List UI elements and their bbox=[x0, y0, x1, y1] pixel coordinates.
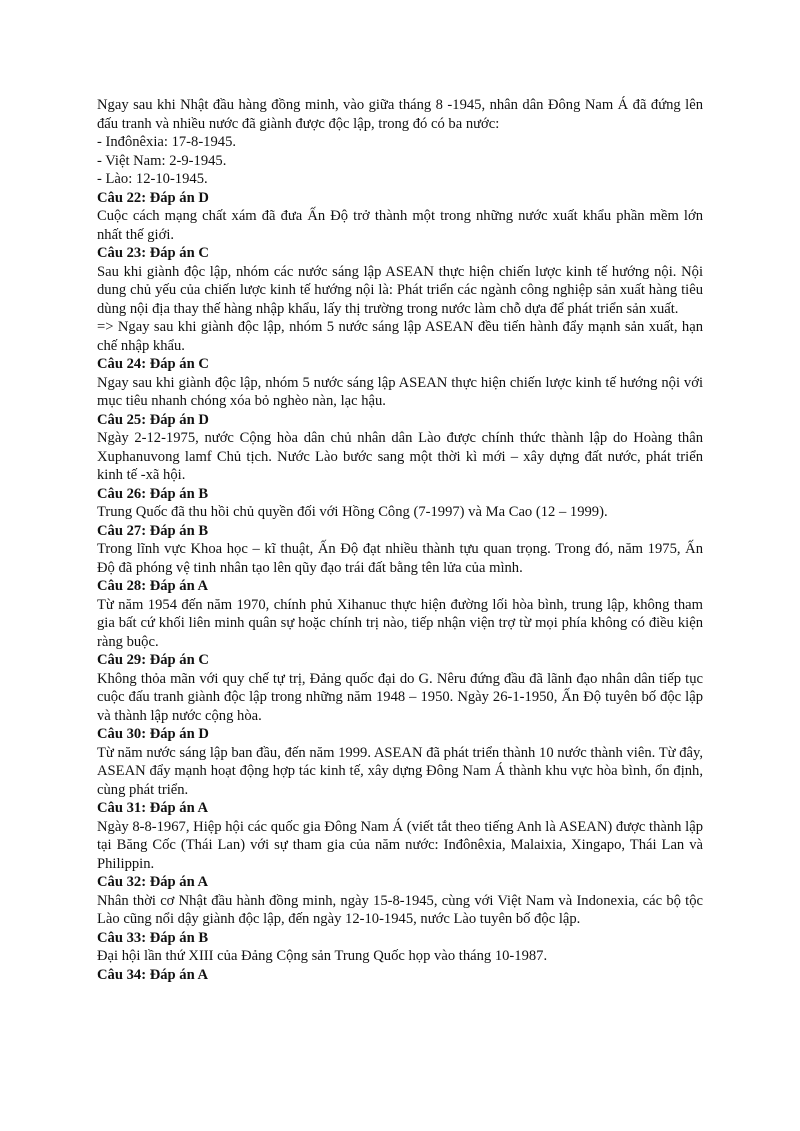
paragraph: Trong lĩnh vực Khoa học – kĩ thuật, Ấn Độ đạt nhiều thành tựu quan trọng. Trong đó, năm 1975, Ấn Độ đã phóng vệ tinh nhân tạo lên qũy đạo trái đất bằng tên lửa của mình. bbox=[97, 541, 703, 576]
paragraph: Từ năm nước sáng lập ban đầu, đến năm 1999. ASEAN đã phát triển thành 10 nước thành viên. Từ đây, ASEAN đẩy mạnh hoạt động hợp tác kinh tế, xây dựng Đông Nam Á thành khu vực hòa bình, ổn định, cùng phát triển. bbox=[97, 744, 703, 798]
paragraph: Nhân thời cơ Nhật đầu hành đồng minh, ngày 15-8-1945, cùng với Việt Nam và Indonexia, các bộ tộc Lào cũng nổi dậy giành độc lập, đến ngày 12-10-1945, nước Lào tuyên bố độc lập. bbox=[97, 892, 703, 927]
question-heading: Câu 29: Đáp án C bbox=[97, 652, 209, 668]
list-item: - Việt Nam: 2-9-1945. bbox=[97, 152, 227, 169]
question-heading: Câu 22: Đáp án D bbox=[97, 189, 209, 206]
paragraph: Sau khi giành độc lập, nhóm các nước sáng lập ASEAN thực hiện chiến lược kinh tế hướng nội. Nội dung chủ yếu của chiến lược kinh tế hướng nội là: Phát triển các ngành công nghiệp sản xuất hàng tiêu dùng nội địa thay thế hàng nhập khẩu, lấy thị trường trong nước làm chỗ dựa để phát triển sản xuất. bbox=[97, 263, 703, 317]
paragraph: Từ năm 1954 đến năm 1970, chính phủ Xihanuc thực hiện đường lối hòa bình, trung lập, không tham gia bất cứ khối liên minh quân sự hoặc chính trị nào, tiếp nhận viện trợ từ mọi phía không có điều kiện ràng buộc. bbox=[97, 596, 703, 650]
paragraph: Ngay sau khi Nhật đầu hàng đồng minh, vào giữa tháng 8 -1945, nhân dân Đông Nam Á đã đứng lên đấu tranh và nhiều nước đã giành được độc lập, trong đó có ba nước: bbox=[97, 97, 703, 132]
paragraph: Ngày 8-8-1967, Hiệp hội các quốc gia Đông Nam Á (viết tắt theo tiếng Anh là ASEAN) được thành lập tại Băng Cốc (Thái Lan) với sự tham gia của năm nước: Inđônêxia, Malaixia, Xingapo, Thái Lan và Philippin. bbox=[97, 818, 703, 872]
question-heading: Câu 23: Đáp án C bbox=[97, 245, 209, 261]
question-heading: Câu 25: Đáp án D bbox=[97, 411, 209, 428]
document-body bbox=[97, 96, 703, 984]
question-heading: Câu 28: Đáp án A bbox=[97, 578, 209, 594]
question-heading: Câu 31: Đáp án A bbox=[97, 800, 209, 816]
question-heading: Câu 34: Đáp án A bbox=[97, 966, 209, 983]
question-heading: Câu 30: Đáp án D bbox=[97, 726, 209, 742]
question-heading: Câu 33: Đáp án B bbox=[97, 929, 209, 946]
paragraph: Trung Quốc đã thu hồi chủ quyền đối với Hồng Công (7-1997) và Ma Cao (12 – 1999). bbox=[97, 504, 608, 520]
paragraph: Đại hội lần thứ XIII của Đảng Cộng sản Trung Quốc họp vào tháng 10-1987. bbox=[97, 948, 548, 964]
question-heading: Câu 24: Đáp án C bbox=[97, 356, 209, 372]
question-heading: Câu 26: Đáp án B bbox=[97, 485, 209, 502]
question-heading: Câu 32: Đáp án A bbox=[97, 874, 209, 890]
paragraph: Cuộc cách mạng chất xám đã đưa Ấn Độ trở thành một trong những nước xuất khẩu phần mềm lớn nhất thế giới. bbox=[97, 208, 703, 243]
paragraph: Không thỏa mãn với quy chế tự trị, Đảng quốc đại do G. Nêru đứng đầu đã lãnh đạo nhân dân tiếp tục cuộc đấu tranh giành độc lập trong những năm 1948 – 1950. Ngày 26-1-1950, Ấn Độ tuyên bố độc lập và thành lập nước cộng hòa. bbox=[97, 670, 703, 724]
paragraph: Ngay sau khi giành độc lập, nhóm 5 nước sáng lập ASEAN thực hiện chiến lược kinh tế hướng nội với mục tiêu nhanh chóng xóa bỏ nghèo nàn, lạc hậu. bbox=[97, 374, 703, 409]
list-item: - Lào: 12-10-1945. bbox=[97, 171, 208, 187]
list-item: - Inđônêxia: 17-8-1945. bbox=[97, 134, 237, 150]
paragraph: Ngày 2-12-1975, nước Cộng hòa dân chủ nhân dân Lào được chính thức thành lập do Hoàng thân Xuphanuvong lamf Chủ tịch. Nước Lào bước sang một thời kì mới – xây dựng đất nước, phát triển kinh tế -xã hội. bbox=[97, 430, 703, 483]
paragraph: => Ngay sau khi giành độc lập, nhóm 5 nước sáng lập ASEAN đều tiến hành đẩy mạnh sản xuất, hạn chế nhập khẩu. bbox=[97, 319, 703, 354]
question-heading: Câu 27: Đáp án B bbox=[97, 522, 209, 539]
